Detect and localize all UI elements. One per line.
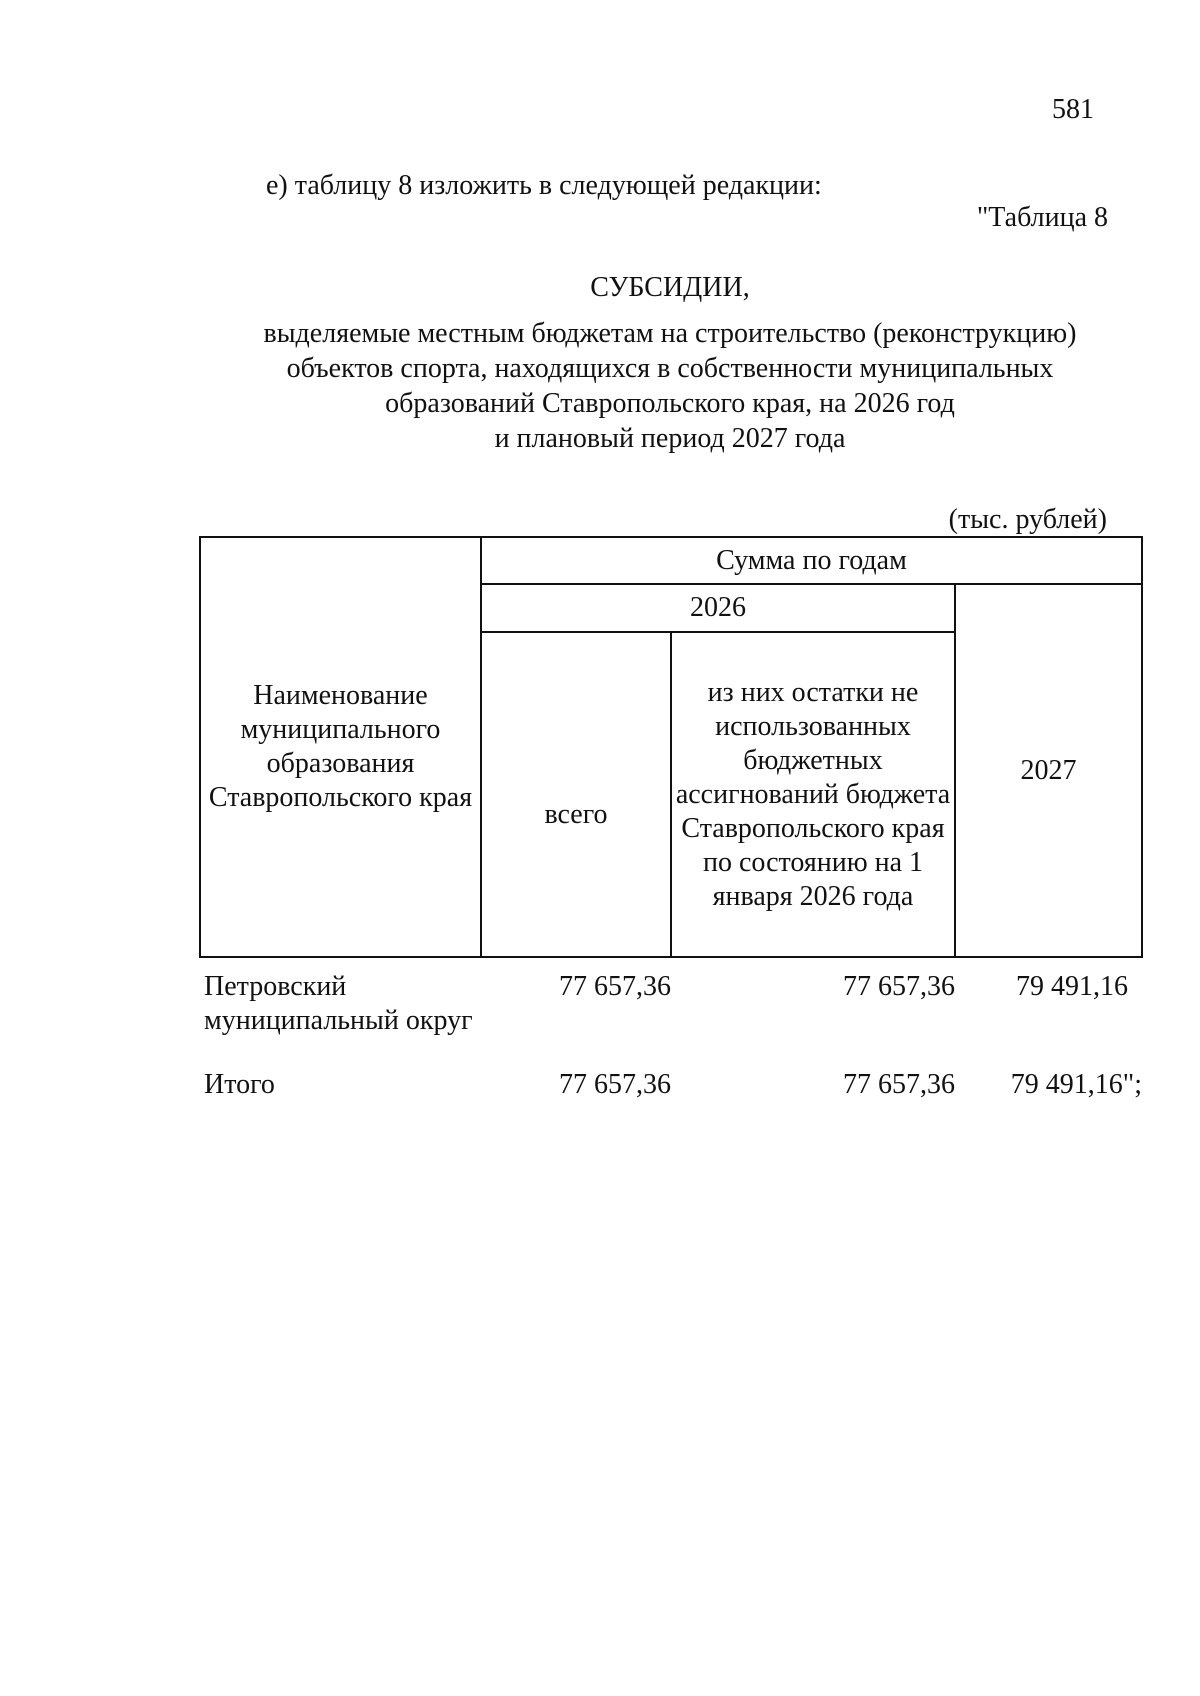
table-row [200, 957, 1142, 1058]
total-row-label: Итого [204, 1069, 275, 1100]
total-row-total-2026: 77 657,36 [559, 1069, 671, 1100]
row-municipality-name: Петровский муниципальный округ [204, 971, 473, 1036]
row-value-2027: 79 491,16 [1016, 971, 1128, 1002]
units-label: (тыс. рублей) [948, 504, 1107, 535]
total-row-remainder-2026: 77 657,36 [843, 1069, 955, 1100]
header-year-2026: 2026 [481, 584, 955, 632]
header-sum-by-years: Сумма по годам [481, 537, 1142, 584]
total-row-value-2027: 79 491,16"; [1010, 1069, 1142, 1100]
page-number: 581 [1052, 94, 1094, 125]
header-remainder: из них остатки не использованных бюджетных ассигнований бюджета Ставропольского края по состоянию на 1 января 2026 года [671, 632, 955, 957]
table-label: "Таблица 8 [976, 202, 1108, 233]
subtitle-line: и плановый период 2027 года [494, 423, 846, 454]
row-remainder-2026: 77 657,36 [843, 971, 955, 1002]
table-header-row [200, 537, 1142, 584]
header-total: всего [481, 632, 671, 957]
instruction-text: е) таблицу 8 изложить в следующей редакции: [266, 170, 822, 201]
table-total-row [200, 1058, 1142, 1102]
document-title: СУБСИДИИ, [590, 272, 750, 303]
header-year-2027: 2027 [955, 584, 1142, 957]
document-subtitle [240, 316, 1100, 456]
subtitle-line: образований Ставропольского края, на 2026 год [385, 388, 955, 419]
header-municipality-name: Наименование муниципального образования Ставропольского края [200, 537, 481, 957]
subtitle-line: выделяемые местным бюджетам на строительство (реконструкцию) [263, 318, 1077, 349]
subsidies-table [199, 536, 1143, 1102]
row-total-2026: 77 657,36 [559, 971, 671, 1002]
subtitle-line: объектов спорта, находящихся в собственности муниципальных [286, 353, 1054, 384]
